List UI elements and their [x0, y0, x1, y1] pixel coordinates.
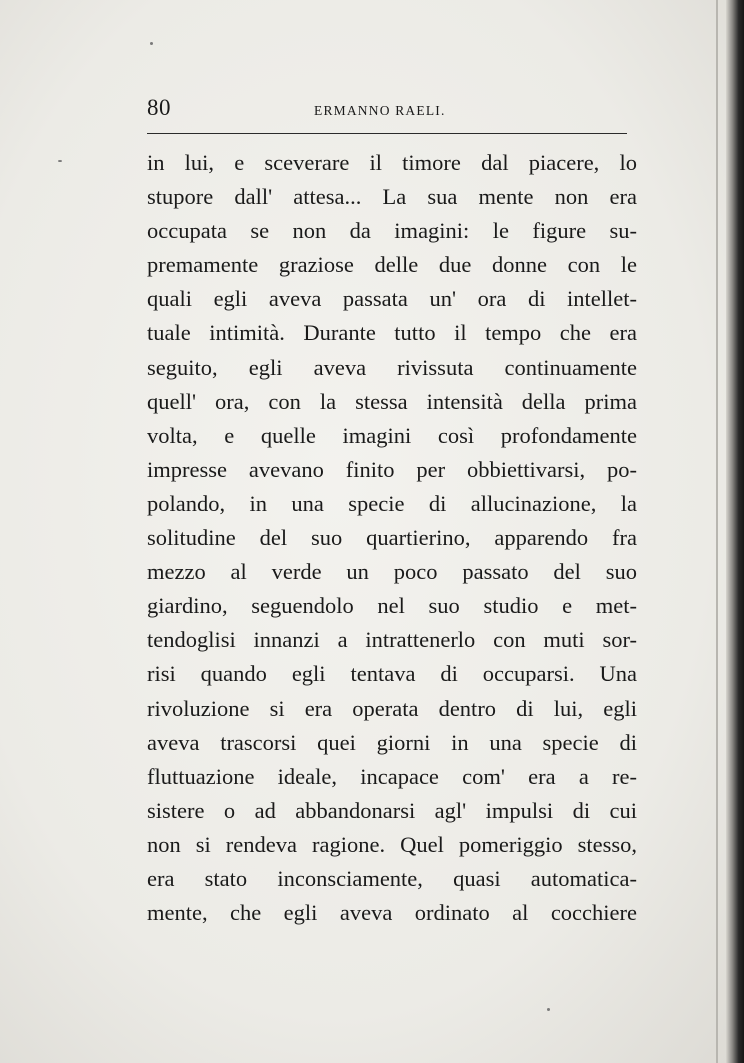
- text-line-23: mente, che egli aveva ordinato al cocchiere: [147, 900, 637, 926]
- paper-speck: [150, 42, 153, 45]
- running-head: ERMANNO RAELI.: [314, 103, 446, 118]
- text-line-6: tuale intimità. Durante tutto il tempo che era: [147, 320, 637, 346]
- text-line-11: polando, in una specie di allucinazione, la: [147, 490, 637, 516]
- text-line-2: stupore dall' attesa... La sua mente non era: [147, 184, 637, 210]
- body-text: [147, 146, 637, 930]
- text-line-19: fluttuazione ideale, incapace com' era a re-: [147, 763, 637, 789]
- text-line-12: solitudine del suo quartierino, apparendo fra: [147, 525, 637, 551]
- text-line-3: occupata se non da imagini: le figure su-: [147, 218, 637, 244]
- text-line-9: volta, e quelle imagini così profondamente: [147, 422, 637, 448]
- page-number: 80: [147, 95, 171, 120]
- page-header: [147, 95, 627, 125]
- text-line-21: non si rendeva ragione. Quel pomeriggio stesso,: [147, 831, 637, 857]
- text-line-17: rivoluzione si era operata dentro di lui, egli: [147, 695, 637, 721]
- text-line-20: sistere o ad abbandonarsi agl' impulsi di cui: [147, 797, 637, 823]
- text-line-13: mezzo al verde un poco passato del suo: [147, 559, 637, 585]
- text-line-4: premamente graziose delle due donne con le: [147, 252, 637, 278]
- paper-speck: [58, 160, 62, 162]
- text-line-1: in lui, e sceverare il timore dal piacere, lo: [147, 150, 637, 175]
- text-line-22: era stato inconsciamente, quasi automatica-: [147, 865, 637, 891]
- text-line-10: impresse avevano finito per obbiettivarsi, po-: [147, 456, 637, 482]
- text-line-8: quell' ora, con la stessa intensità della prima: [147, 388, 637, 414]
- header-rule: [147, 133, 627, 134]
- book-spine-shadow: [726, 0, 744, 1063]
- text-line-18: aveva trascorsi quei giorni in una specie di: [147, 729, 637, 755]
- text-line-16: risi quando egli tentava di occuparsi. Una: [147, 661, 637, 687]
- paper-speck: [547, 1008, 550, 1011]
- text-line-7: seguito, egli aveva rivissuta continuamente: [147, 354, 637, 380]
- page-edge-line: [716, 0, 718, 1063]
- text-line-14: giardino, seguendolo nel suo studio e met-: [147, 593, 637, 619]
- text-line-5: quali egli aveva passata un' ora di intellet-: [147, 286, 637, 312]
- text-line-15: tendoglisi innanzi a intrattenerlo con muti sor-: [147, 627, 637, 653]
